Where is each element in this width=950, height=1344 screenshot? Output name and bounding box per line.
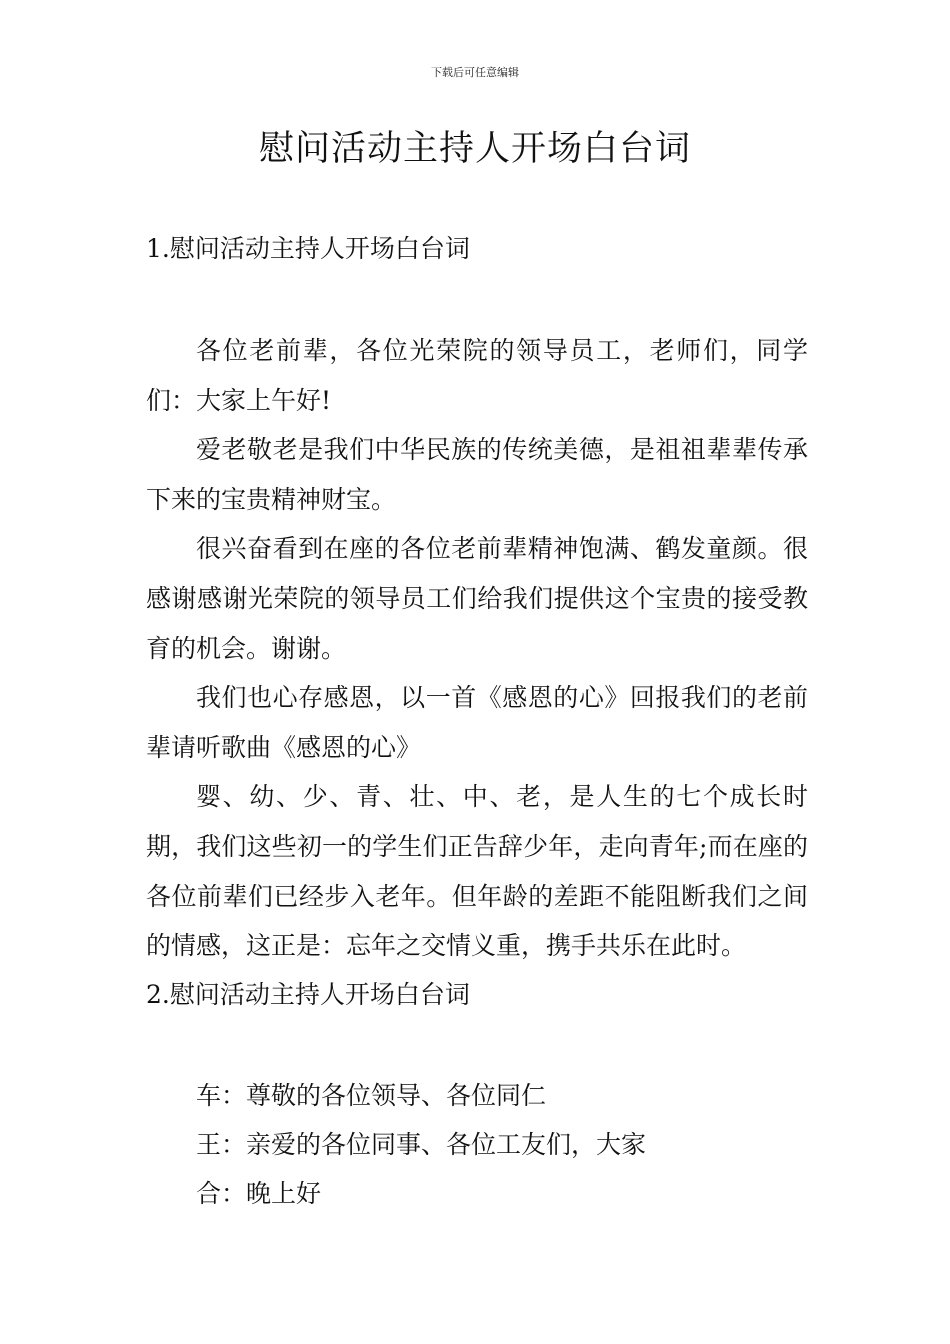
- paragraph-virtue: 爱老敬老是我们中华民族的传统美德，是祖祖辈辈传承下来的宝贵精神财宝。: [146, 435, 808, 514]
- section-1-heading: 1.慰问活动主持人开场白台词: [146, 234, 470, 263]
- dialogue-line-che: 车：尊敬的各位领导、各位同仁: [196, 1081, 547, 1110]
- paragraph-song: 我们也心存感恩，以一首《感恩的心》回报我们的老前辈请听歌曲《感恩的心》: [146, 683, 808, 762]
- paragraph-life-stages: 婴、幼、少、青、壮、中、老，是人生的七个成长时期，我们这些初一的学生们正告辞少年，走向青年;而在座的各位前辈们已经步入老年。但年龄的差距不能阻断我们之间的情感，这正是：忘年之交情义重，携手共乐在此时。: [146, 782, 808, 961]
- header-note: 下载后可任意编辑: [431, 66, 519, 79]
- section-2-heading: 2.慰问活动主持人开场白台词: [146, 980, 470, 1009]
- section-1-body: [146, 326, 808, 971]
- document-title: 慰问活动主持人开场白台词: [258, 129, 691, 169]
- dialogue-line-together: 合：晚上好: [196, 1179, 322, 1208]
- paragraph-thanks: 很兴奋看到在座的各位老前辈精神饱满、鹤发童颜。很感谢感谢光荣院的领导员工们给我们提供这个宝贵的接受教育的机会。谢谢。: [146, 534, 808, 663]
- paragraph-greeting: 各位老前辈，各位光荣院的领导员工，老师们，同学们：大家上午好!: [146, 336, 808, 415]
- dialogue-line-wang: 王：亲爱的各位同事、各位工友们，大家: [196, 1130, 647, 1159]
